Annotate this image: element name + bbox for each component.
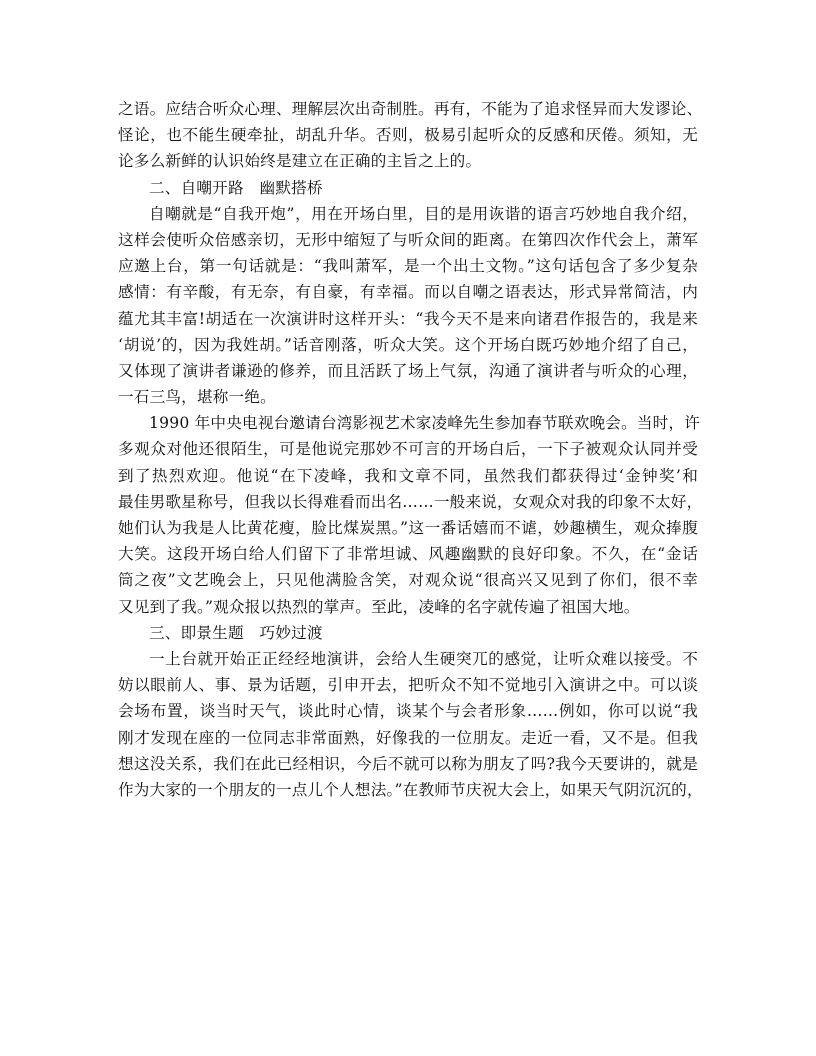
text-line: 作为大家的一个朋友的一点儿个人想法。”在教师节庆祝大会上，如果天气阴沉沉的， <box>118 780 703 799</box>
document-page <box>118 96 703 803</box>
text-line: 妨以眼前人、事、景为话题，引申开去，把听众不知不觉地引入演讲之中。可以谈 <box>118 676 698 695</box>
text-line: 她们认为我是人比黄花瘦，脸比煤炭黑。”这一番话嬉而不谑，妙趣横生，观众捧腹 <box>118 519 698 537</box>
text-line: 之语。应结合听众心理、理解层次出奇制胜。再有，不能为了追求怪异而大发谬论、 <box>118 100 703 118</box>
text-line: 刚才发现在座的一位同志非常面熟，好像我的一位朋友。走近一看，又不是。但我 <box>118 728 698 747</box>
text-line: 1990 年中央电视台邀请台湾影视艺术家凌峰先生参加春节联欢晚会。当时，许 <box>149 414 701 433</box>
text-line: ‘胡说’的，因为我姓胡。”话音刚落，听众大笑。这个开场白既巧妙地介绍了自己， <box>118 335 698 354</box>
text-line: 筒之夜”文艺晚会上，只见他满脸含笑，对观众说“很高兴又见到了你们，很不幸 <box>118 571 698 590</box>
text-line: 论多么新鲜的认识始终是建立在正确的主旨之上的。 <box>118 152 482 171</box>
text-line: 怪论，也不能生硬牵扯，胡乱升华。否则，极易引起听众的反感和厌倦。须知，无 <box>118 126 698 145</box>
text-line: 这样会使听众倍感亲切，无形中缩短了与听众间的距离。在第四次作代会上，萧军 <box>118 230 698 249</box>
text-line: 最佳男歌星称号，但我以长得难看而出名……一般来说，女观众对我的印象不太好， <box>118 492 703 511</box>
text-line: 又体现了演讲者谦逊的修养，而且活跃了场上气氛，沟通了演讲者与听众的心理， <box>118 361 698 380</box>
text-line: 一石三鸟，堪称一绝。 <box>118 388 276 407</box>
text-line: 又见到了我。”观众报以热烈的掌声。至此，凌峰的名字就传遍了祖国大地。 <box>118 597 640 616</box>
text-line: 到了热烈欢迎。他说“在下凌峰，我和文章不同，虽然我们都获得过‘金钟奖’和 <box>118 466 698 485</box>
text-line: 多观众对他还很陌生，可是他说完那妙不可言的开场白后，一下子被观众认同并受 <box>118 440 698 459</box>
text-line: 自嘲就是“自我开炮”，用在开场白里，目的是用诙谐的语言巧妙地自我介绍， <box>149 204 698 223</box>
text-line: 一上台就开始正正经经地演讲，会给人生硬突兀的感觉，让听众难以接受。不 <box>149 649 698 668</box>
section-heading: 三、即景生题 巧妙过渡 <box>149 623 323 642</box>
text-line: 想这没关系，我们在此已经相识，今后不就可以称为朋友了吗?我今天要讲的，就是 <box>118 754 698 773</box>
text-line: 感情：有辛酸，有无奈，有自豪，有幸福。而以自嘲之语表达，形式异常简洁，内 <box>118 283 698 302</box>
section-heading: 二、自嘲开路 幽默搭桥 <box>149 178 323 197</box>
text-line: 蕴尤其丰富!胡适在一次演讲时这样开头：“我今天不是来向诸君作报告的，我是来 <box>118 309 698 328</box>
text-line: 大笑。这段开场白给人们留下了非常坦诚、风趣幽默的良好印象。不久，在“金话 <box>118 545 698 564</box>
text-line: 应邀上台，第一句话就是：“我叫萧军，是一个出土文物。”这句话包含了多少复杂 <box>118 257 698 276</box>
text-line: 会场布置，谈当时天气，谈此时心情，谈某个与会者形象……例如，你可以说“我 <box>118 702 698 721</box>
document-body <box>118 96 703 803</box>
